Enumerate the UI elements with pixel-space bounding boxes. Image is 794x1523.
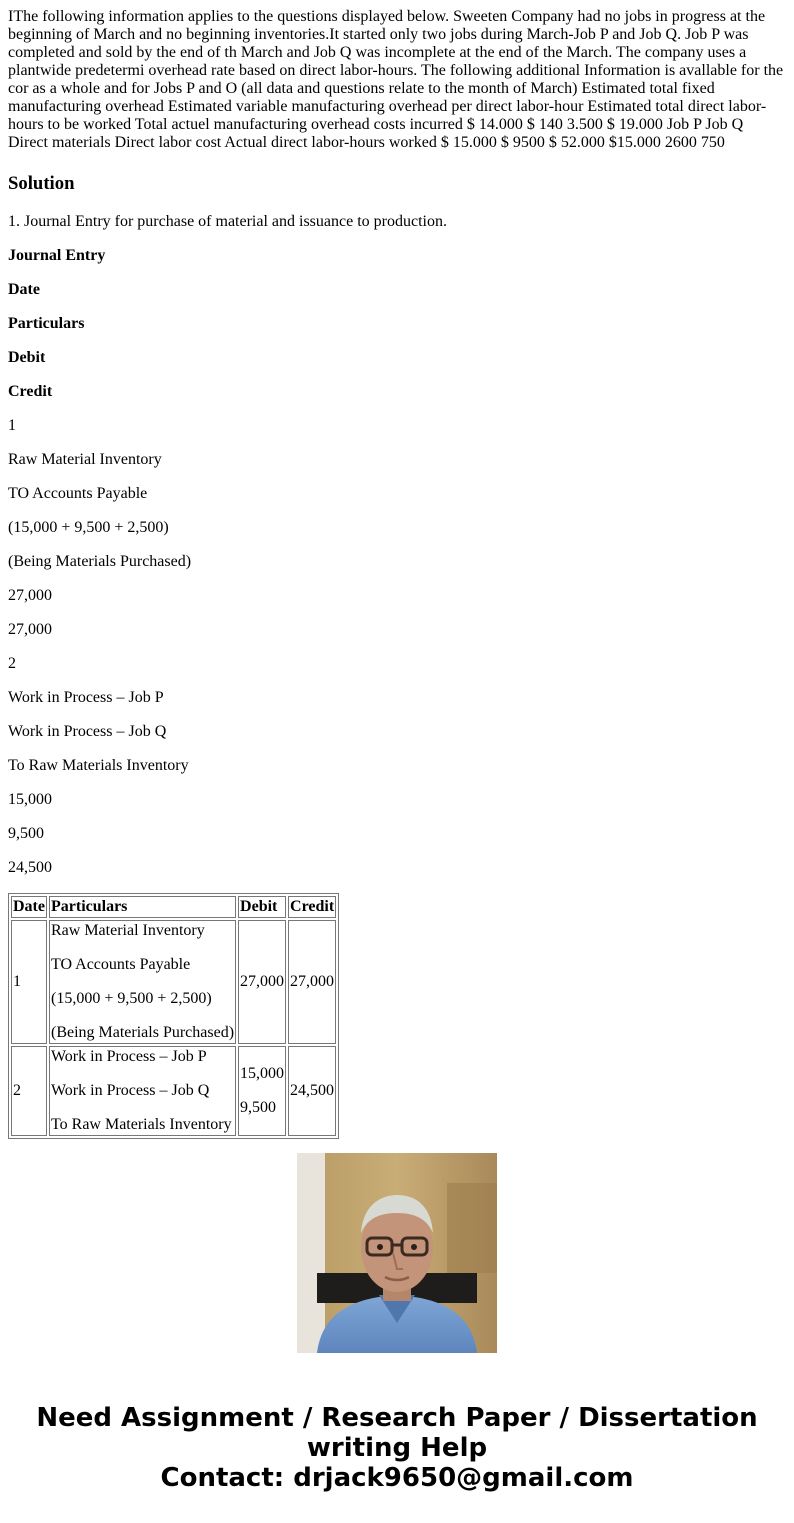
promo-line: Need Assignment / Research Paper / Dissertation [36, 1403, 758, 1433]
credit-label: Credit [8, 383, 53, 400]
cell-line: 9,500 [240, 1099, 277, 1116]
author-avatar [297, 1153, 497, 1353]
cell-particulars [49, 1046, 236, 1136]
cell-date: 2 [11, 1046, 47, 1136]
author-photo-icon [297, 1153, 497, 1353]
cell-line: 15,000 [240, 1065, 285, 1082]
entry-particular: To Raw Materials Inventory [8, 757, 189, 774]
table-row [11, 920, 336, 1044]
particulars-label: Particulars [8, 315, 85, 332]
cell-line: TO Accounts Payable [50, 956, 191, 973]
entry-particular: TO Accounts Payable [8, 485, 148, 502]
promo-line: writing Help [306, 1433, 488, 1463]
entry-date: 1 [8, 417, 16, 434]
header-debit: Debit [238, 896, 286, 918]
cell-date: 1 [11, 920, 47, 1044]
document-body [8, 0, 786, 1139]
entry-credit: 24,500 [8, 859, 52, 876]
entry-particular: Raw Material Inventory [8, 451, 162, 468]
journal-heading: Journal Entry [8, 247, 106, 264]
debit-label: Debit [8, 349, 46, 366]
entry-debit: 9,500 [8, 825, 44, 842]
entry-credit: 27,000 [8, 621, 52, 638]
header-particulars: Particulars [49, 896, 236, 918]
cell-line: Work in Process – Job P [50, 1048, 207, 1065]
header-date: Date [11, 896, 47, 918]
cell-credit: 27,000 [288, 920, 336, 1044]
intro-text: 1. Journal Entry for purchase of material and issuance to production. [8, 213, 447, 230]
entry-particular: Work in Process – Job P [8, 689, 164, 706]
solution-heading: Solution [8, 173, 75, 194]
entry-debit: 27,000 [8, 587, 52, 604]
cell-debit: 27,000 [238, 920, 286, 1044]
journal-table [8, 893, 339, 1139]
promo-banner [0, 1403, 794, 1493]
entry-particular: Work in Process – Job Q [8, 723, 167, 740]
entry-particular: (15,000 + 9,500 + 2,500) [8, 519, 169, 536]
table-row [11, 1046, 336, 1136]
promo-contact: Contact: drjack9650@gmail.com [160, 1463, 634, 1493]
cell-line: To Raw Materials Inventory [50, 1116, 232, 1133]
entry-particular: (Being Materials Purchased) [8, 553, 192, 570]
cell-debit [238, 1046, 286, 1136]
cell-line: Raw Material Inventory [50, 922, 205, 939]
date-label: Date [8, 281, 40, 298]
cell-particulars [49, 920, 236, 1044]
entry-date: 2 [8, 655, 16, 672]
cell-line: Work in Process – Job Q [50, 1082, 210, 1099]
header-credit: Credit [288, 896, 336, 918]
cell-line: (Being Materials Purchased) [50, 1024, 235, 1041]
cell-credit: 24,500 [288, 1046, 336, 1136]
table-header-row [11, 896, 336, 918]
question-text: IThe following information applies to the questions displayed below. Sweeten Company had no jobs in progress at the beginning of March and no beginning inventories.It started only two jobs during March-Job P and Job Q. Job P was completed and sold by the end of th March and Job Q was incomplete at the end of the March. The company uses a plantwide predetermi overhead rate based on direct labor-hours. The following additional Information is avallable for the cor as a whole and for Jobs P and O (all data and questions relate to the month of March) Estimated total fixed manufacturing overhead Estimated variable manufacturing overhead per direct labor-hour Estimated total direct labor-hours to be worked Total actuel manufacturing overhead costs incurred $ 14.000 $ 140 3.500 $ 19.000 Job P Job Q Direct materials Direct labor cost Actual direct labor-hours worked $ 15.000 $ 9500 $ 52.000 $15.000 2600 750 [8, 8, 784, 151]
solution-lines [8, 195, 786, 877]
cell-line: (15,000 + 9,500 + 2,500) [50, 990, 212, 1007]
entry-debit: 15,000 [8, 791, 52, 808]
